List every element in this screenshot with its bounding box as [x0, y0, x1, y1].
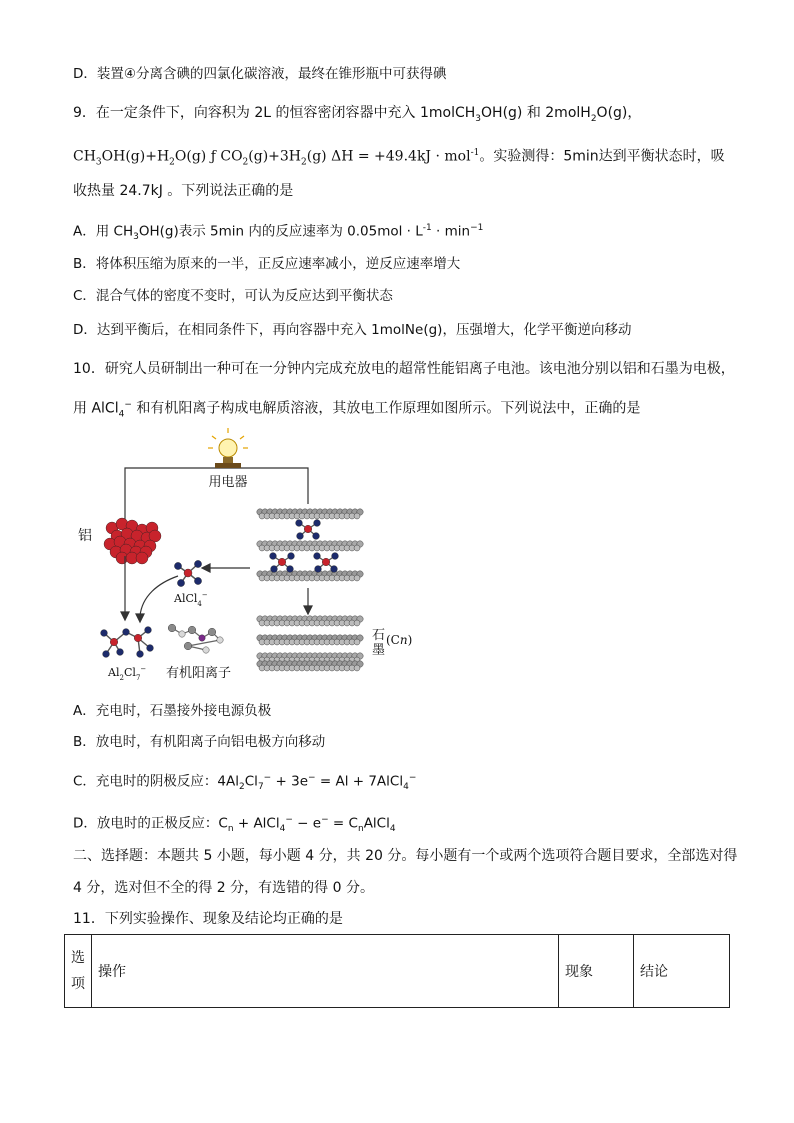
table-header-operation: 操作: [92, 935, 559, 1008]
chlorine-atom: [123, 629, 130, 636]
chlorine-atom: [194, 577, 201, 584]
q10-option-a: [73, 701, 271, 721]
arrow-down-icon: [121, 556, 129, 620]
q10-stem-line2: [73, 395, 640, 424]
organic-cation-label: 有机阳离子: [166, 666, 232, 681]
q9-stem-text: OH(g) 和 2molH: [481, 105, 591, 121]
alcl4-molecule: [174, 560, 201, 586]
subscript: 4: [389, 824, 396, 835]
table-header-option: [65, 935, 92, 1008]
curved-arrow-icon: [136, 576, 178, 622]
graphite-formula-text: (C: [386, 633, 400, 647]
superscript: -1: [422, 223, 432, 233]
superscript: −: [263, 773, 272, 783]
organic-atom: [203, 647, 209, 653]
q9-option-d: [73, 320, 631, 340]
graphite-label-1: 石: [372, 628, 386, 643]
superscript: −: [285, 815, 293, 825]
carbon-atom: [354, 545, 360, 551]
section-2-text: 二、选择题：本题共 5 小题，每小题 4 分，共 20 分。每小题有一个或两个选项符合题目要求，全部选对得: [73, 848, 738, 864]
carbon-atom: [354, 639, 360, 645]
superscript: −: [408, 773, 417, 783]
subscript: 4: [279, 824, 286, 835]
option-text: A．用 CH: [73, 223, 134, 240]
chlorine-atom: [117, 649, 124, 656]
al2cl7-molecule: [101, 627, 154, 658]
option-text: − e: [292, 815, 322, 832]
chlorine-atom: [147, 645, 154, 652]
carbon-atom: [354, 620, 360, 626]
chlorine-atom: [287, 566, 294, 573]
aluminum-atom: [322, 558, 330, 566]
organic-atom: [217, 637, 223, 643]
option-text: B．将体积压缩为原来的一半，正反应速率减小，逆反应速率增大: [73, 256, 461, 272]
organic-atom: [179, 631, 185, 637]
al2cl7-text: Al: [108, 666, 120, 679]
aluminum-atom: [110, 638, 118, 646]
q9-stem-text: 9．在一定条件下，向容积为 2L 的恒容密闭容器中充入 1molCH: [73, 105, 476, 121]
q10-option-c: [73, 768, 416, 797]
chlorine-atom: [103, 651, 110, 658]
chlorine-atom: [314, 520, 321, 527]
q9-equation-line: [73, 143, 725, 172]
carbon-atom: [354, 665, 360, 671]
chlorine-atom: [145, 627, 152, 634]
subscript: 3: [475, 113, 482, 124]
chlorine-atom: [331, 566, 338, 573]
q9-stem-line3: [73, 181, 293, 201]
option-text: = C: [328, 815, 358, 832]
chlorine-atom: [315, 566, 322, 573]
option-text: C．混合气体的密度不变时，可认为反应达到平衡状态: [73, 288, 393, 304]
subscript: 2: [119, 674, 124, 682]
equation-text: (g)+3H: [248, 148, 302, 165]
al2cl7-cl-label: [124, 665, 146, 682]
subscript: 3: [95, 157, 102, 168]
aluminum-atom: [134, 634, 142, 642]
q11-stem: [73, 909, 343, 929]
q10-stem-line1: [73, 359, 735, 379]
arrow-left-icon: [202, 564, 250, 572]
q11-table: [64, 934, 730, 1008]
alcl4-label: [173, 591, 208, 608]
superscript: −: [124, 400, 132, 410]
organic-atom: [188, 626, 196, 634]
q9-stem-line1: [73, 103, 641, 129]
chlorine-atom: [314, 553, 321, 560]
superscript: −: [321, 815, 329, 825]
option-text: + AlCl: [233, 815, 280, 832]
chlorine-atom: [137, 651, 144, 658]
arrow-down-icon: [304, 588, 312, 614]
equation-text: (g) ΔH = +49.4kJ · mol: [306, 148, 471, 165]
option-text: Cl: [244, 773, 258, 790]
option-text: D．达到平衡后，在相同条件下，再向容器中充入 1molNe(g)，压强增大，化学平衡逆向移动: [73, 322, 632, 338]
carbon-atom: [354, 575, 360, 581]
table-header-conclusion: 结论: [634, 935, 730, 1008]
option-text: OH(g)表示 5min 内的反应速率为 0.05mol · L: [138, 223, 423, 240]
section-2-header-line2: [73, 878, 374, 898]
cl-text: Cl: [124, 666, 136, 679]
table-header-option-1: 选: [71, 950, 85, 966]
subscript: n: [227, 824, 234, 835]
q11-text: 11．下列实验操作、现象及结论均正确的是: [73, 911, 343, 927]
superscript: −: [140, 665, 147, 673]
subscript: 4: [403, 782, 409, 793]
q10-stem-text: 用 AlCl: [73, 400, 119, 417]
bond: [188, 640, 220, 646]
table-header-option-2: 项: [71, 976, 85, 992]
chlorine-atom: [296, 520, 303, 527]
superscript: −1: [470, 223, 484, 233]
graphite-formula-close: ): [407, 633, 413, 647]
q8-option-d: [73, 64, 447, 84]
subscript: 2: [301, 157, 307, 168]
option-text: + 3e: [271, 773, 309, 790]
organic-cation-molecule: [168, 624, 223, 653]
subscript: 7: [135, 674, 141, 682]
subscript: 3: [133, 232, 139, 243]
superscript: −: [308, 773, 316, 783]
q10-option-b: [73, 732, 325, 752]
subscript: n: [357, 824, 364, 835]
q10-stem-text: 和有机阳离子构成电解质溶液，其放电工作原理如图所示。下列说法中，正确的是: [131, 400, 641, 417]
option-text: B．放电时，有机阳离子向铝电极方向移动: [73, 734, 326, 750]
chlorine-atom: [101, 630, 108, 637]
lightbulb-icon: [208, 428, 248, 468]
graphite-formula: [386, 633, 412, 647]
subscript: 4: [118, 409, 125, 420]
subscript: 2: [239, 782, 245, 793]
organic-atom: [208, 628, 216, 636]
section-2-header-line1: [73, 846, 737, 866]
q9-stem-text: 收热量 24.7kJ 。下列说法正确的是: [73, 183, 294, 199]
aluminum-label: 铝: [78, 528, 92, 544]
aluminum-atom: [184, 569, 192, 577]
superscript: -1: [470, 148, 480, 158]
option-text: A．充电时，石墨接外接电源负极: [73, 703, 272, 719]
option-text: · min: [431, 223, 471, 240]
chlorine-atom: [332, 553, 339, 560]
alcl4-text: AlCl: [174, 592, 198, 605]
section-2-text: 4 分，选对但不全的得 2 分，有选错的得 0 分。: [73, 880, 374, 896]
q8-option-d-text: D．装置④分离含碘的四氯化碳溶液，最终在锥形瓶中可获得碘: [73, 66, 447, 82]
equation-text: OH(g)+H: [101, 148, 170, 165]
chlorine-atom: [271, 566, 278, 573]
q9-option-a: [73, 218, 483, 247]
appliance-label: 用电器: [208, 475, 248, 490]
chlorine-atom: [174, 562, 181, 569]
organic-atom: [168, 624, 176, 632]
chlorine-atom: [288, 553, 295, 560]
subscript: 7: [257, 782, 264, 793]
equation-text: 。实验测得：5min达到平衡状态时，吸: [479, 148, 725, 165]
chlorine-atom: [297, 533, 304, 540]
q9-option-c: [73, 286, 393, 306]
table-header-row: [65, 935, 730, 1008]
q10-stem-text: 10．研究人员研制出一种可在一分钟内完成充放电的超常性能铝离子电池。该电池分别以铝和石墨为电极，: [73, 361, 735, 377]
chlorine-atom: [270, 553, 277, 560]
aluminum-electrode: [104, 518, 161, 564]
subscript: 2: [169, 157, 175, 168]
option-text: AlCl: [363, 815, 390, 832]
graphite-label-2: 墨: [372, 643, 386, 658]
equation-text: O(g) ƒ CO: [174, 148, 243, 165]
option-text: = Al + 7AlCl: [315, 773, 404, 790]
aluminum-atom: [278, 558, 286, 566]
subscript: 4: [197, 600, 202, 608]
subscript: 2: [590, 113, 597, 124]
option-text: C．充电时的阴极反应：4Al: [73, 773, 240, 790]
superscript: −: [201, 591, 208, 599]
chlorine-atom: [177, 579, 184, 586]
q9-stem-text: O(g)，: [596, 105, 642, 121]
organic-atom: [184, 642, 192, 650]
chlorine-atom: [194, 560, 201, 567]
equation-text: CH: [73, 148, 96, 165]
q9-option-b: [73, 254, 460, 274]
option-text: D．放电时的正极反应：C: [73, 815, 228, 832]
aluminum-atom: [136, 552, 148, 564]
aluminum-atom: [304, 525, 312, 533]
chlorine-atom: [313, 533, 320, 540]
graphite-electrode: [257, 509, 363, 671]
graphite-formula-n: n: [399, 633, 408, 647]
q10-option-d: [73, 810, 396, 839]
organic-atom: [199, 635, 205, 641]
table-header-phenomenon: 现象: [559, 935, 634, 1008]
subscript: 2: [242, 157, 249, 168]
battery-diagram: [60, 428, 430, 690]
carbon-atom: [354, 513, 360, 519]
